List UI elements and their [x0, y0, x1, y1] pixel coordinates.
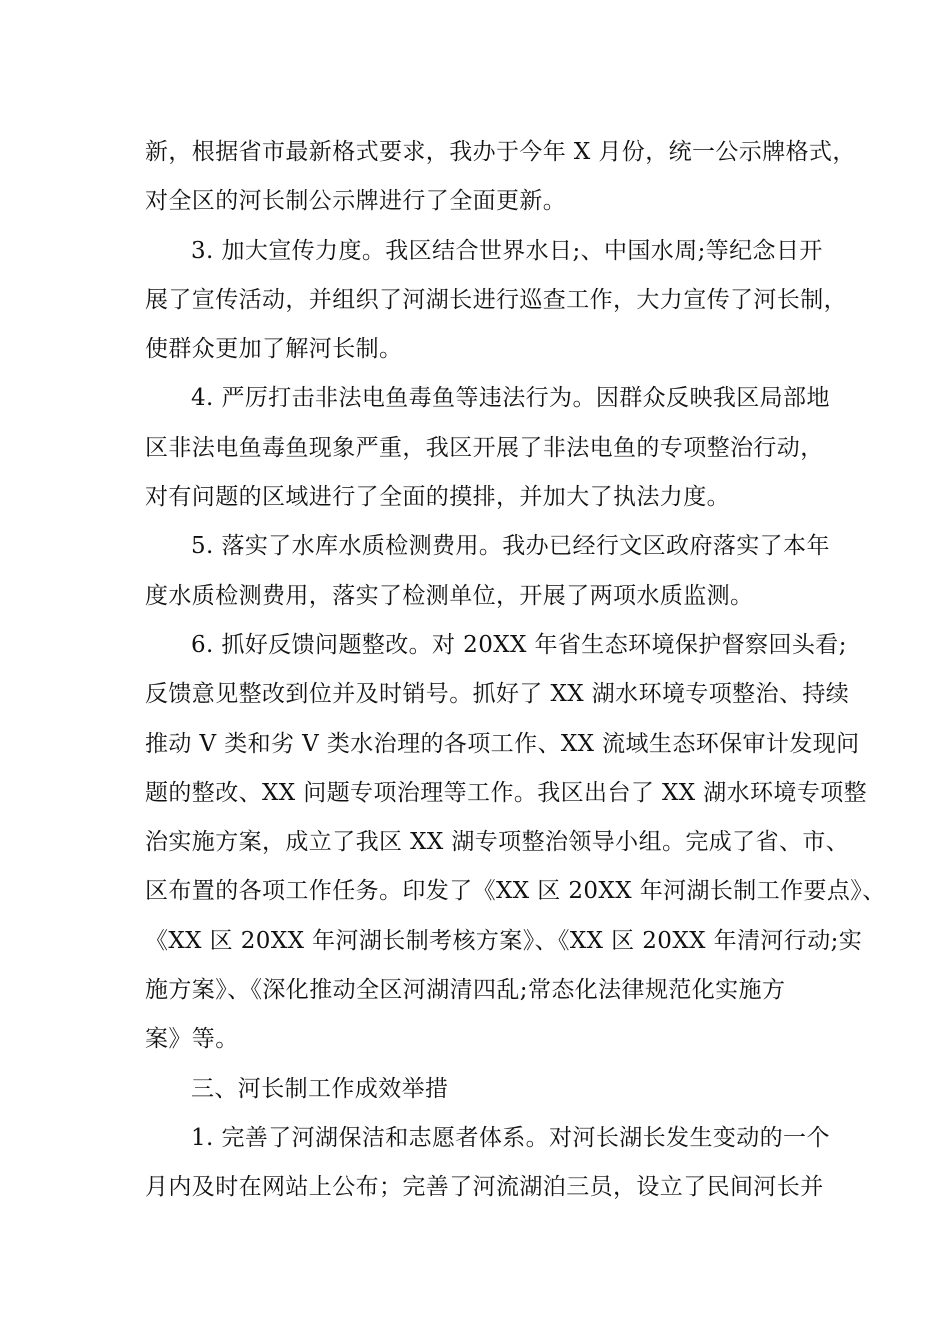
text-line: 施方案》、《深化推动全区河湖清四乱;常态化法律规范化实施方 [145, 977, 786, 1004]
text-line: 对有问题的区域进行了全面的摸排，并加大了执法力度。 [145, 484, 730, 511]
paragraph-5-start: 5. 落实了水库水质检测费用。我办已经行文区政府落实了本年 [191, 533, 830, 560]
text-line: 区布置的各项工作任务。印发了《XX 区 20XX 年河湖长制工作要点》、 [145, 878, 886, 905]
text-line: 度水质检测费用，落实了检测单位，开展了两项水质监测。 [145, 582, 754, 609]
paragraph-3-start: 3. 加大宣传力度。我区结合世界水日;、中国水周;等纪念日开 [191, 237, 823, 264]
paragraph-1-start: 1. 完善了河湖保洁和志愿者体系。对河长湖长发生变动的一个 [191, 1124, 830, 1151]
paragraph-6-start: 6. 抓好反馈问题整改。对 20XX 年省生态环境保护督察回头看; [191, 631, 847, 658]
text-line: 使群众更加了解河长制。 [145, 336, 403, 363]
text-line: 新，根据省市最新格式要求，我办于今年 X 月份，统一公示牌格式， [145, 139, 856, 165]
text-line: 题的整改、XX 问题专项治理等工作。我区出台了 XX 湖水环境专项整 [145, 779, 868, 806]
text-line: 治实施方案，成立了我区 XX 湖专项整治领导小组。完成了省、市、 [145, 829, 850, 856]
document-body [145, 128, 886, 1213]
text-line: 《XX 区 20XX 年河湖长制考核方案》、《XX 区 20XX 年清河行动;实 [145, 927, 863, 954]
text-line: 案》等。 [145, 1026, 239, 1053]
text-line: 反馈意见整改到位并及时销号。抓好了 XX 湖水环境专项整治、持续 [145, 681, 850, 708]
text-line: 对全区的河长制公示牌进行了全面更新。 [145, 188, 567, 215]
paragraph-4-start: 4. 严厉打击非法电鱼毒鱼等违法行为。因群众反映我区局部地 [191, 385, 830, 412]
text-line: 推动 V 类和劣 V 类水治理的各项工作、XX 流域生态环保审计发现问 [145, 730, 860, 757]
text-line: 区非法电鱼毒鱼现象严重，我区开展了非法电鱼的专项整治行动， [145, 434, 824, 461]
section-heading: 三、河长制工作成效举措 [191, 1075, 449, 1102]
text-line: 展了宣传活动，并组织了河湖长进行巡查工作，大力宣传了河长制， [145, 286, 847, 313]
text-line: 月内及时在网站上公布；完善了河流湖泊三员，设立了民间河长并 [145, 1174, 824, 1201]
